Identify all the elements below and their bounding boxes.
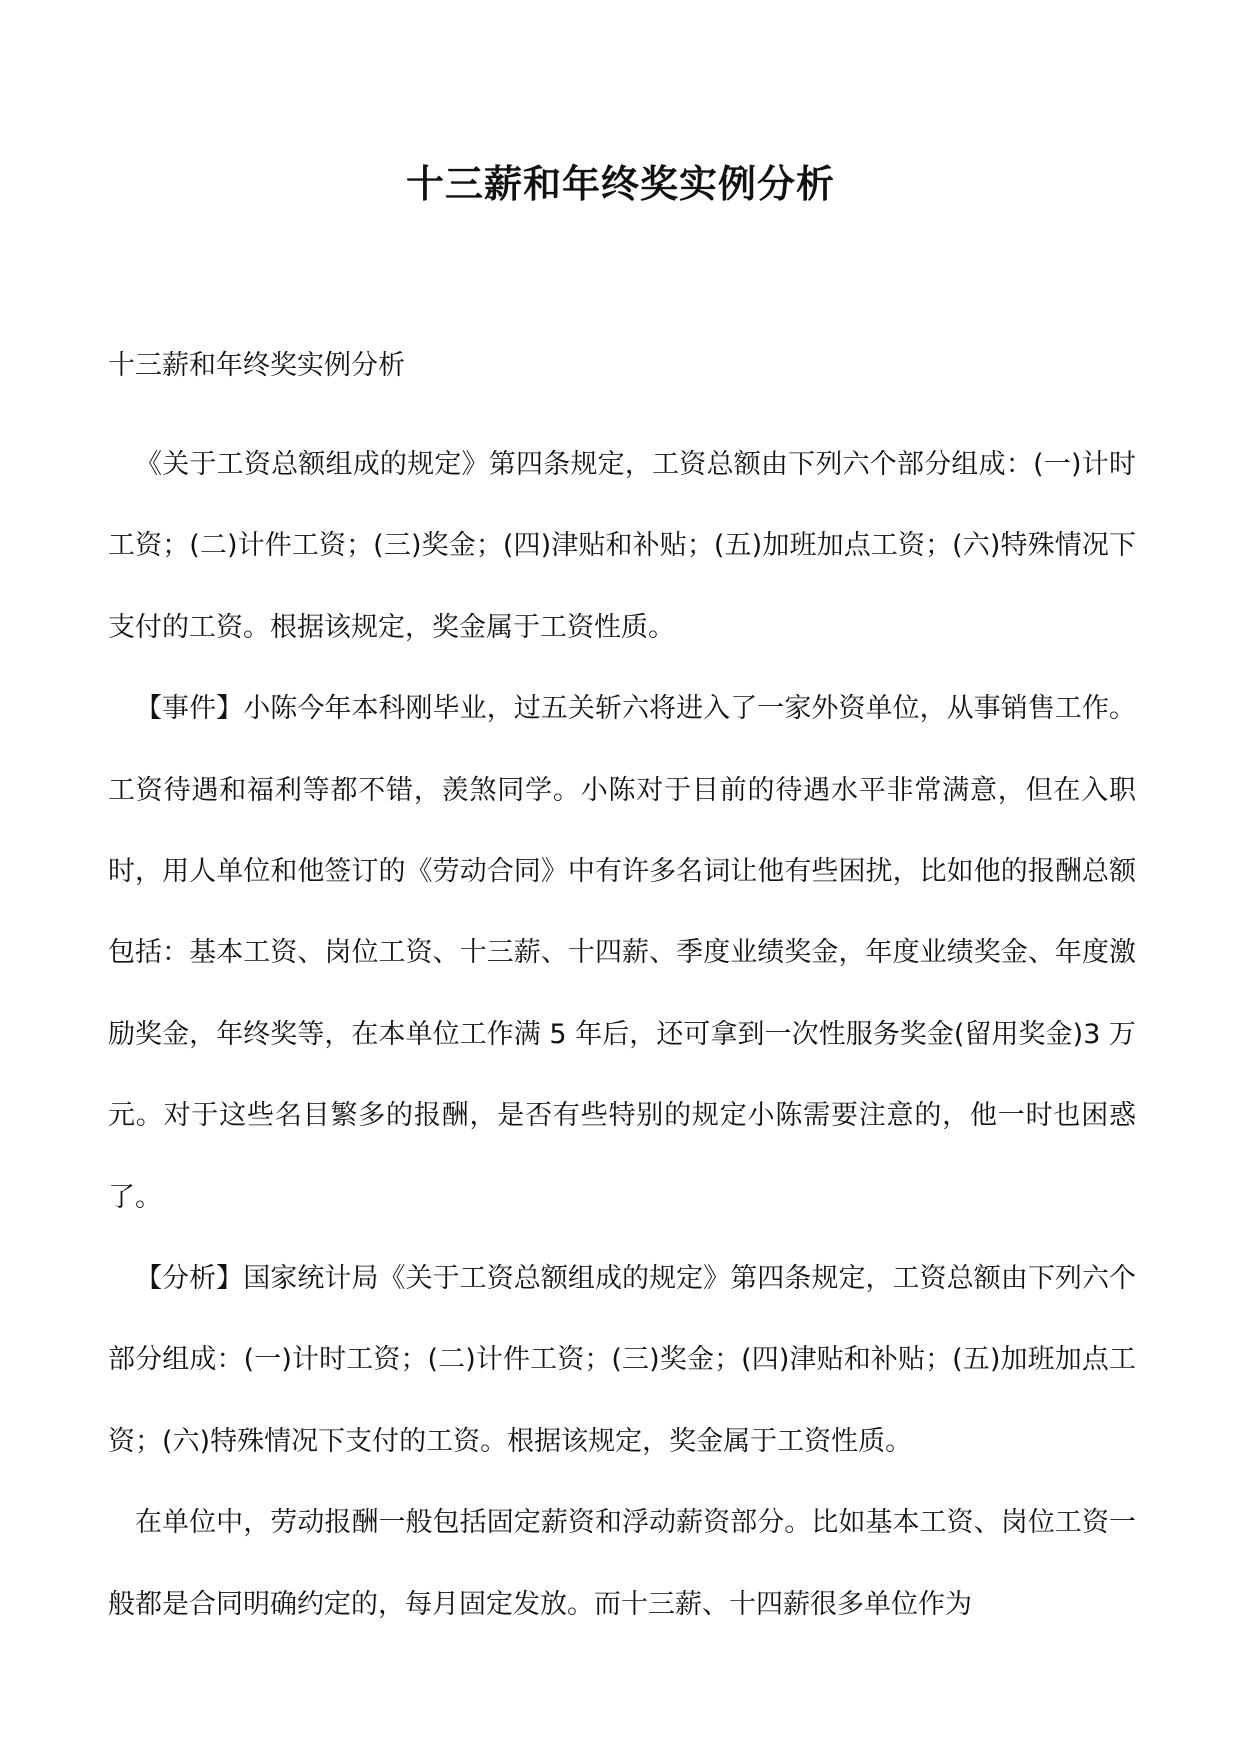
document-subtitle: 十三薪和年终奖实例分析 [108,350,405,381]
document-body [108,346,1136,1645]
document-title: 十三薪和年终奖实例分析 [405,161,835,206]
paragraph-analysis: 【分析】国家统计局《关于工资总额组成的规定》第四条规定，工资总额由下列六个部分组成：(一)计时工资；(二)计件工资；(三)奖金；(四)津贴和补贴；(五)加班加点工资；(六)特殊情况下支付的工资。根据该规定，奖金属于工资性质。 [108,1263,1136,1457]
paragraph-event: 【事件】小陈今年本科刚毕业，过五关斩六将进入了一家外资单位，从事销售工作。工资待遇和福利等都不错，羡煞同学。小陈对于目前的待遇水平非常满意，但在入职时，用人单位和他签订的《劳动合同》中有许多名词让他有些困扰，比如他的报酬总额包括：基本工资、岗位工资、十三薪、十四薪、季度业绩奖金，年度业绩奖金、年度激励奖金，年终奖等，在本单位工作满 5 年后，还可拿到一次性服务奖金(留用奖金)3 万元。对于这些名目繁多的报酬，是否有些特别的规定小陈需要注意的，他一时也困惑了。 [108,693,1136,1213]
paragraph-regulation: 《关于工资总额组成的规定》第四条规定，工资总额由下列六个部分组成：(一)计时工资；(二)计件工资；(三)奖金；(四)津贴和补贴；(五)加班加点工资；(六)特殊情况下支付的工资。根据该规定，奖金属于工资性质。 [108,449,1136,643]
paragraph-compensation: 在单位中，劳动报酬一般包括固定薪资和浮动薪资部分。比如基本工资、岗位工资一般都是合同明确约定的，每月固定发放。而十三薪、十四薪很多单位作为 [108,1507,1136,1620]
